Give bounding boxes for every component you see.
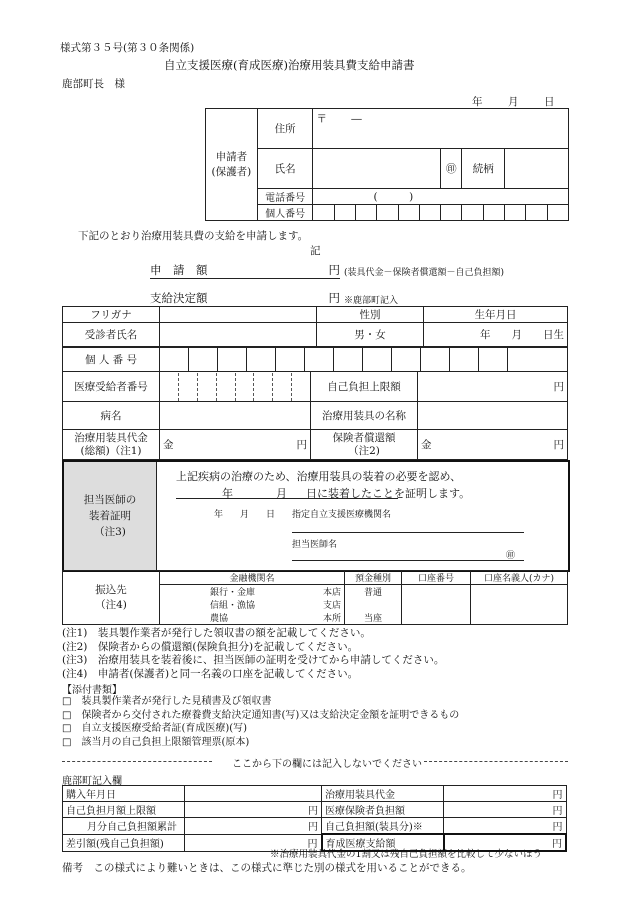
- bank-type-1[interactable]: 銀行・金庫: [160, 585, 299, 599]
- name-label: 氏名: [257, 149, 313, 189]
- office-title: 鹿部町記入欄: [62, 776, 122, 787]
- office-right-label: 自己負担額(装具分)※: [322, 818, 444, 835]
- patient-number-digit[interactable]: [160, 348, 189, 372]
- deposit-type-blank: [345, 598, 402, 611]
- office-right-label: 治療用装具代金: [322, 786, 444, 802]
- bank-header: 金融機関名: [160, 571, 345, 585]
- cut-line-right: [424, 761, 568, 762]
- recipient-digit[interactable]: [178, 373, 197, 401]
- patient-number-digit[interactable]: [189, 348, 218, 372]
- phone-parens: ( ): [373, 191, 414, 203]
- personal-number-label: 個人番号: [257, 205, 313, 221]
- office-right-label-highlight: 育成医療支給額: [322, 834, 444, 851]
- dob-label: 生年月日: [424, 307, 568, 323]
- patient-number-digit[interactable]: [392, 348, 421, 372]
- doctor-certificate-label: 担当医師の 装着証明 （注3): [64, 462, 157, 570]
- account-header: 口座番号: [402, 571, 471, 585]
- personal-number-digit[interactable]: [356, 205, 377, 221]
- branch-type-2[interactable]: 支店: [298, 598, 345, 611]
- office-left-label: 月分自己負担額累計: [63, 818, 185, 835]
- limit-yen: 円: [553, 381, 564, 393]
- addressee: 鹿部町長 様: [62, 78, 125, 90]
- office-left-label: 購入年月日: [63, 786, 185, 802]
- transfer-table: [62, 570, 568, 625]
- gender-label: 性別: [317, 307, 424, 323]
- patient-name-field[interactable]: [160, 323, 317, 347]
- office-left-value[interactable]: [185, 802, 322, 818]
- office-right-value[interactable]: [444, 802, 567, 818]
- date-year: 年: [472, 96, 483, 108]
- address-label: 住所: [257, 109, 313, 149]
- request-label: 申 請 額: [150, 263, 208, 277]
- address-field[interactable]: [313, 109, 569, 149]
- seal-mark: ㊞: [441, 149, 462, 189]
- bank-type-2[interactable]: 信組・漁協: [160, 598, 299, 611]
- phone-field[interactable]: [313, 189, 569, 205]
- attachments-list: [62, 695, 459, 749]
- notes-list: [62, 627, 444, 681]
- gender-value[interactable]: 男・女: [317, 323, 424, 347]
- cost-label: 治療用装具代金 (総額)（注1): [63, 430, 160, 460]
- personal-number-digit[interactable]: [505, 205, 526, 221]
- date-month: 月: [508, 96, 519, 108]
- ki-mark: 記: [310, 245, 321, 257]
- attachment-item[interactable]: □ 該当月の自己負担上限額管理票(原本): [62, 736, 250, 748]
- limit-field[interactable]: [418, 372, 568, 402]
- phone-label: 電話番号: [257, 189, 313, 205]
- attachment-item[interactable]: □ 保険者から交付された療養費支給決定通知書(写)又は支給決定金額を証明できるもの: [62, 709, 460, 721]
- office-right-value[interactable]: [444, 818, 567, 835]
- office-yen: 円: [308, 806, 318, 817]
- patient-number-digit[interactable]: [305, 348, 334, 372]
- personal-number-digit[interactable]: [334, 205, 355, 221]
- cost-yen: 円: [296, 439, 307, 451]
- recipient-digit[interactable]: [197, 373, 216, 401]
- date-day: 日: [544, 96, 555, 108]
- patient-number-digit[interactable]: [363, 348, 392, 372]
- office-yen: 円: [552, 822, 563, 833]
- applicant-label: 申請者 (保護者): [206, 109, 258, 221]
- insurer-yen: 円: [553, 439, 564, 451]
- insurer-label: 保険者償還額 （注2): [311, 430, 418, 460]
- patient-number-digit[interactable]: [334, 348, 363, 372]
- patient-number-digit[interactable]: [276, 348, 305, 372]
- disease-label: 病名: [63, 402, 160, 430]
- office-yen: 円: [552, 806, 563, 817]
- limit-label: 自己負担上限額: [311, 372, 418, 402]
- personal-number-digit[interactable]: [462, 205, 483, 221]
- deposit-type-1[interactable]: 普通: [345, 585, 402, 599]
- recipient-digit[interactable]: [235, 373, 254, 401]
- patient-number-blank: [508, 348, 568, 372]
- doctor-line2-day: 日に装着したことを証明します。: [306, 487, 471, 500]
- branch-type-1[interactable]: 本店: [298, 585, 345, 599]
- cost-kin: 金: [163, 439, 174, 451]
- account-holder-field[interactable]: [471, 585, 568, 625]
- insurer-field[interactable]: [418, 430, 568, 460]
- office-footnote: ※治療用装具代金の1割又は残自己負担額を比較して少ないほう: [270, 849, 543, 860]
- patient-number-digit[interactable]: [218, 348, 247, 372]
- cert-date-year: 年: [214, 510, 224, 520]
- bank-type-3[interactable]: 農協: [160, 611, 299, 625]
- cut-line: [62, 755, 568, 770]
- patient-table: [62, 306, 568, 347]
- intro-text: 下記のとおり治療用装具費の支給を申請します。: [78, 230, 309, 242]
- office-right-value[interactable]: [444, 786, 567, 802]
- account-number-field[interactable]: [402, 585, 471, 625]
- remark: 備考 この様式により難いときは、この様式に準じた別の様式を用いることができる。: [62, 862, 472, 874]
- office-left-label: 差引額(残自己負担額): [63, 834, 185, 851]
- office-table: [62, 785, 567, 852]
- personal-number-digit[interactable]: [547, 205, 568, 221]
- device-name-label: 治療用装具の名称: [311, 402, 418, 430]
- note-item: (注1) 装具製作業者が発行した領収書の額を記載してください。: [62, 627, 371, 639]
- doctor-line2-year: 年: [222, 487, 233, 500]
- dob-value[interactable]: 年 月 日生: [424, 323, 568, 347]
- office-left-value[interactable]: [185, 818, 322, 835]
- request-amount-line[interactable]: [150, 262, 340, 279]
- applicant-table: [205, 108, 569, 221]
- decision-yen: 円: [328, 291, 340, 305]
- patient-name-label: 受診者氏名: [63, 323, 160, 347]
- recipient-digit[interactable]: [253, 373, 272, 401]
- institution-label: 指定自立支援医療機関名: [292, 510, 392, 520]
- doctor-line1: 上記疾病の治療のため、治療用装具の装着の必要を認め、: [176, 470, 462, 483]
- recipient-digit[interactable]: [291, 373, 310, 401]
- patient-number-digit[interactable]: [479, 348, 508, 372]
- doctor-seal: ㊞: [506, 551, 516, 561]
- personal-number-digit[interactable]: [419, 205, 440, 221]
- deposit-header: 預金種別: [345, 571, 402, 585]
- recipient-digit[interactable]: [272, 373, 291, 401]
- patient-number-digit[interactable]: [421, 348, 450, 372]
- personal-number-digit[interactable]: [398, 205, 419, 221]
- cert-date-day: 日: [266, 510, 276, 520]
- personal-number-digit[interactable]: [313, 205, 334, 221]
- name-field[interactable]: [313, 149, 441, 189]
- note-item: (注3) 治療用装具を装着後に、担当医師の証明を受けてから申請してください。: [62, 654, 445, 666]
- personal-number-digit[interactable]: [441, 205, 462, 221]
- office-left-label: 自己負担月額上限額: [63, 802, 185, 818]
- decision-label: 支給決定額: [150, 291, 208, 305]
- attachment-item[interactable]: □ 自立支援医療受給者証(育成医療)(写): [62, 723, 248, 734]
- recipient-number-label: 医療受給者番号: [63, 372, 160, 402]
- doctor-certificate-box: [62, 460, 570, 572]
- branch-type-3[interactable]: 本所: [298, 611, 345, 625]
- attachment-item[interactable]: □ 装具製作業者が発行した見積書及び領収書: [62, 696, 272, 707]
- request-note: (装具代金－保険者償還額－自己負担額): [344, 268, 505, 278]
- insurer-kin: 金: [421, 439, 432, 451]
- office-right-label: 医療保険者負担額: [322, 802, 444, 818]
- deposit-type-2[interactable]: 当座: [345, 611, 402, 625]
- patient-personal-number-label: 個 人 番 号: [63, 348, 160, 372]
- personal-number-digit[interactable]: [377, 205, 398, 221]
- doctor-line2-date[interactable]: [176, 485, 471, 500]
- relation-label: 続柄: [462, 149, 505, 189]
- personal-number-digit[interactable]: [483, 205, 504, 221]
- furigana-label: フリガナ: [63, 307, 160, 323]
- patient-number-digit[interactable]: [247, 348, 276, 372]
- decision-note: ※鹿部町記入: [344, 296, 399, 306]
- recipient-digit[interactable]: [160, 373, 178, 401]
- institution-line[interactable]: [292, 532, 524, 533]
- office-left-value[interactable]: [185, 786, 322, 802]
- form-number: 様式第３５号(第３０条関係): [60, 42, 195, 54]
- recipient-digit[interactable]: [216, 373, 235, 401]
- cost-field[interactable]: [160, 430, 311, 460]
- decision-amount-line[interactable]: [150, 290, 340, 307]
- recipient-number-field[interactable]: [160, 372, 311, 402]
- holder-header: 口座名義人(カナ): [471, 571, 568, 585]
- personal-number-table: [62, 347, 568, 372]
- doctor-line2-month: 月: [276, 487, 287, 500]
- patient-number-digit[interactable]: [450, 348, 479, 372]
- cut-line-text: ここから下の欄には記入しないでください: [232, 759, 422, 770]
- disease-field[interactable]: [160, 402, 311, 430]
- note-item: (注4) 申請者(保護者)と同一名義の口座を記載してください。: [62, 667, 359, 680]
- doctor-name-line[interactable]: [292, 560, 524, 561]
- office-yen: 円: [307, 839, 318, 850]
- office-yen: 円: [552, 790, 563, 801]
- furigana-field[interactable]: [160, 307, 317, 323]
- office-yen: 円: [552, 839, 562, 850]
- note-item: (注2) 保険者からの償還額(保険負担分)を記載してください。: [62, 640, 359, 653]
- cut-line-left: [62, 761, 212, 762]
- cert-date-month: 月: [240, 510, 250, 520]
- transfer-label: 振込先 （注4): [63, 571, 160, 625]
- device-name-field[interactable]: [418, 402, 568, 430]
- medical-table: [62, 371, 568, 460]
- office-yen: 円: [308, 822, 318, 834]
- relation-field[interactable]: [505, 149, 569, 189]
- doctor-name-label: 担当医師名: [292, 540, 338, 550]
- attachments-title: 【添付書類】: [62, 685, 122, 696]
- request-yen: 円: [328, 263, 340, 277]
- page-title: 自立支援医療(育成医療)治療用装具費支給申請書: [164, 58, 415, 72]
- personal-number-digit[interactable]: [526, 205, 547, 221]
- postal-mark: 〒 ―: [316, 113, 362, 125]
